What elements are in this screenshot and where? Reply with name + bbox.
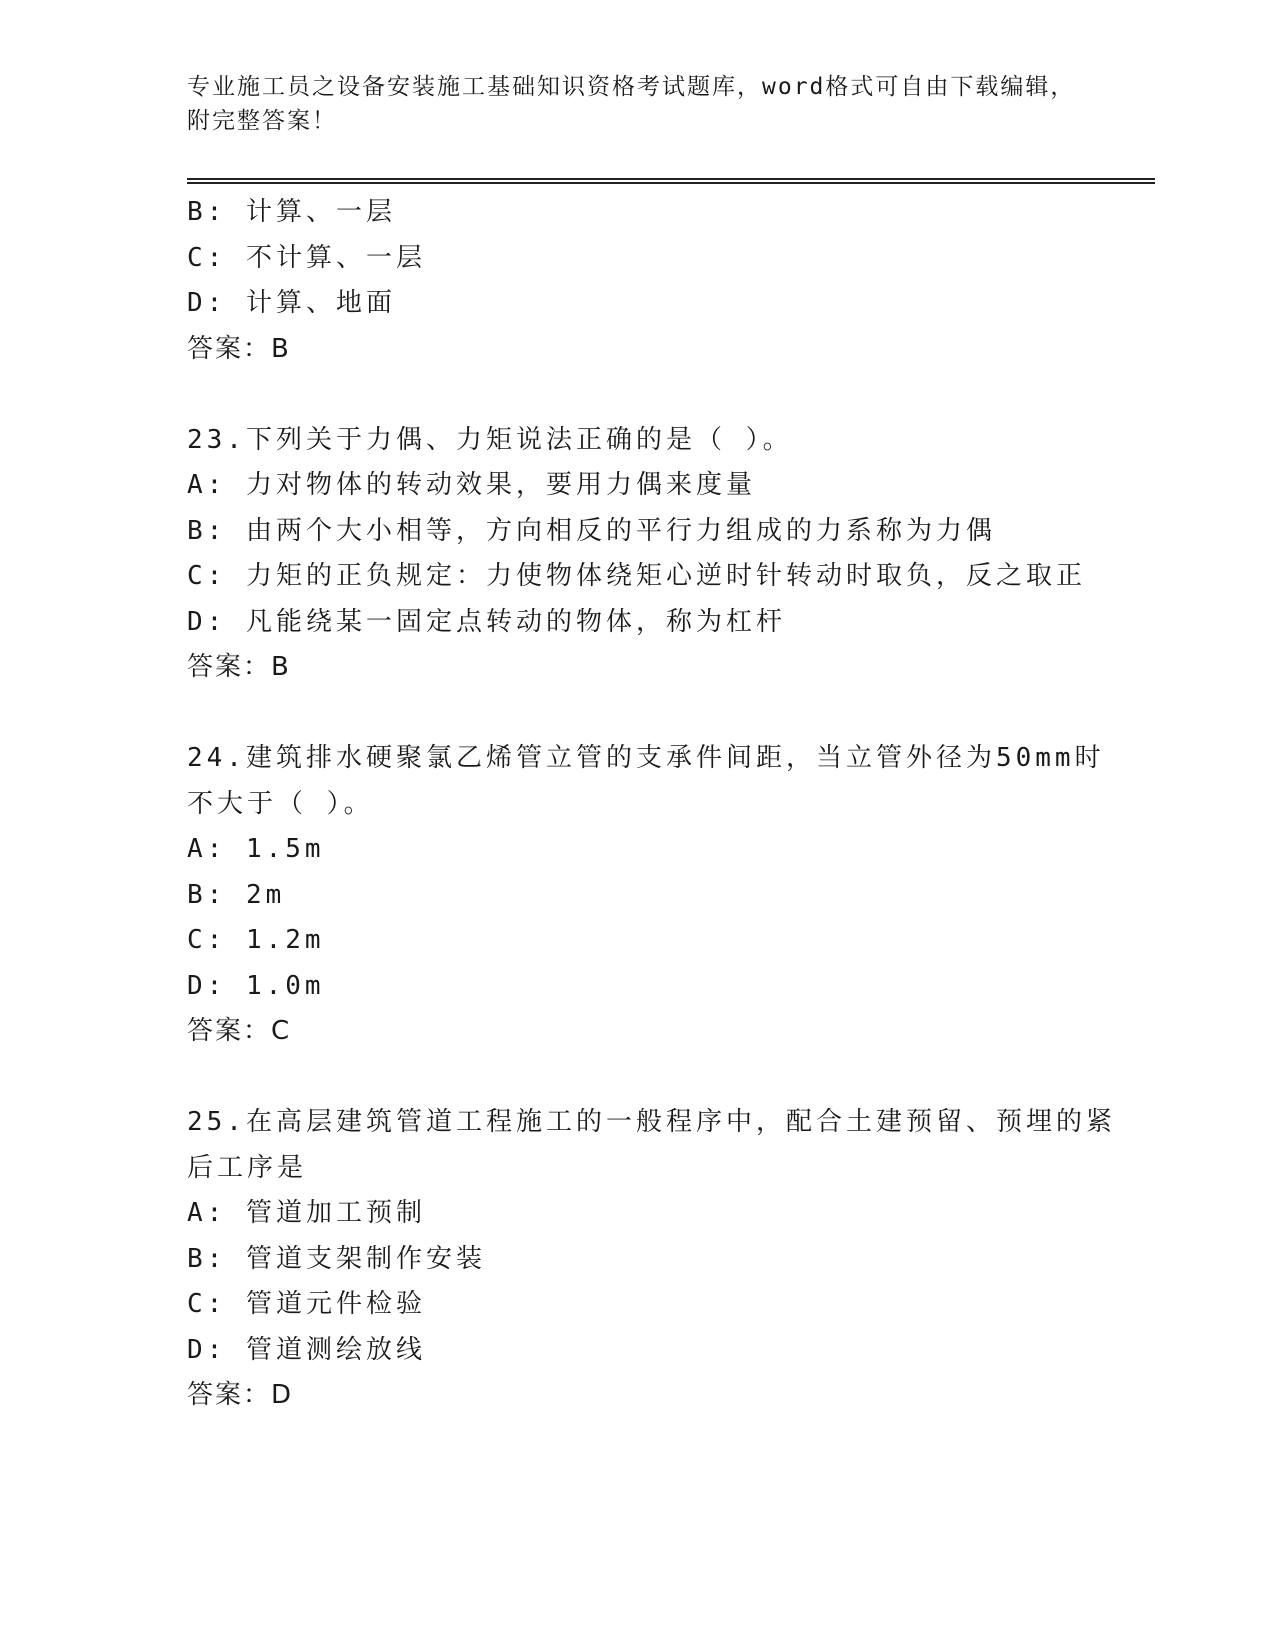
question-stem-line-1: 24.建筑排水硬聚氯乙烯管立管的支承件间距，当立管外径为50mm时 xyxy=(187,743,1105,773)
question-24 xyxy=(187,736,1105,1055)
header-double-rule xyxy=(187,178,1155,184)
question-stem-line-2: 后工序是 xyxy=(187,1152,308,1183)
option-d: D: 计算、地面 xyxy=(187,288,396,318)
option-d: D: 凡能绕某一固定点转动的物体，称为杠杆 xyxy=(187,606,786,637)
option-d: D: 管道测绘放线 xyxy=(187,1334,426,1365)
option-c: C: 力矩的正负规定：力使物体绕矩心逆时针转动时取负，反之取正 xyxy=(187,561,1086,591)
question-25 xyxy=(187,1100,1116,1419)
question-stem-line-1: 25.在高层建筑管道工程施工的一般程序中，配合土建预留、预埋的紧 xyxy=(187,1107,1116,1137)
option-a: A: 力对物体的转动效果，要用力偶来度量 xyxy=(187,470,756,500)
header-line-1: 专业施工员之设备安装施工基础知识资格考试题库，word格式可自由下载编辑， xyxy=(187,74,1076,100)
question-stem: 23.下列关于力偶、力矩说法正确的是（ ）。 xyxy=(187,424,793,455)
option-b: B: 2m xyxy=(187,879,286,910)
option-d: D: 1.0m xyxy=(187,970,325,1001)
answer-line: 答案：D xyxy=(187,1380,294,1410)
answer-line: 答案：C xyxy=(187,1016,292,1046)
option-b: B: 计算、一层 xyxy=(187,197,396,227)
document-content xyxy=(187,190,1116,1419)
option-a: A: 1.5m xyxy=(187,834,325,864)
header-line-2: 附完整答案！ xyxy=(187,108,337,134)
question-22-continued xyxy=(187,190,1087,372)
option-c: C: 管道元件检验 xyxy=(187,1289,426,1319)
question-23 xyxy=(187,418,1087,691)
option-c: C: 1.2m xyxy=(187,925,325,955)
answer-line: 答案：B xyxy=(187,652,291,682)
option-b: B: 管道支架制作安装 xyxy=(187,1243,486,1274)
option-b: B: 由两个大小相等，方向相反的平行力组成的力系称为力偶 xyxy=(187,515,996,546)
option-a: A: 管道加工预制 xyxy=(187,1198,426,1228)
question-stem-line-2: 不大于（ ）。 xyxy=(187,788,374,819)
answer-line: 答案：B xyxy=(187,333,291,364)
option-c: C: 不计算、一层 xyxy=(187,242,426,273)
document-header xyxy=(187,70,1087,138)
